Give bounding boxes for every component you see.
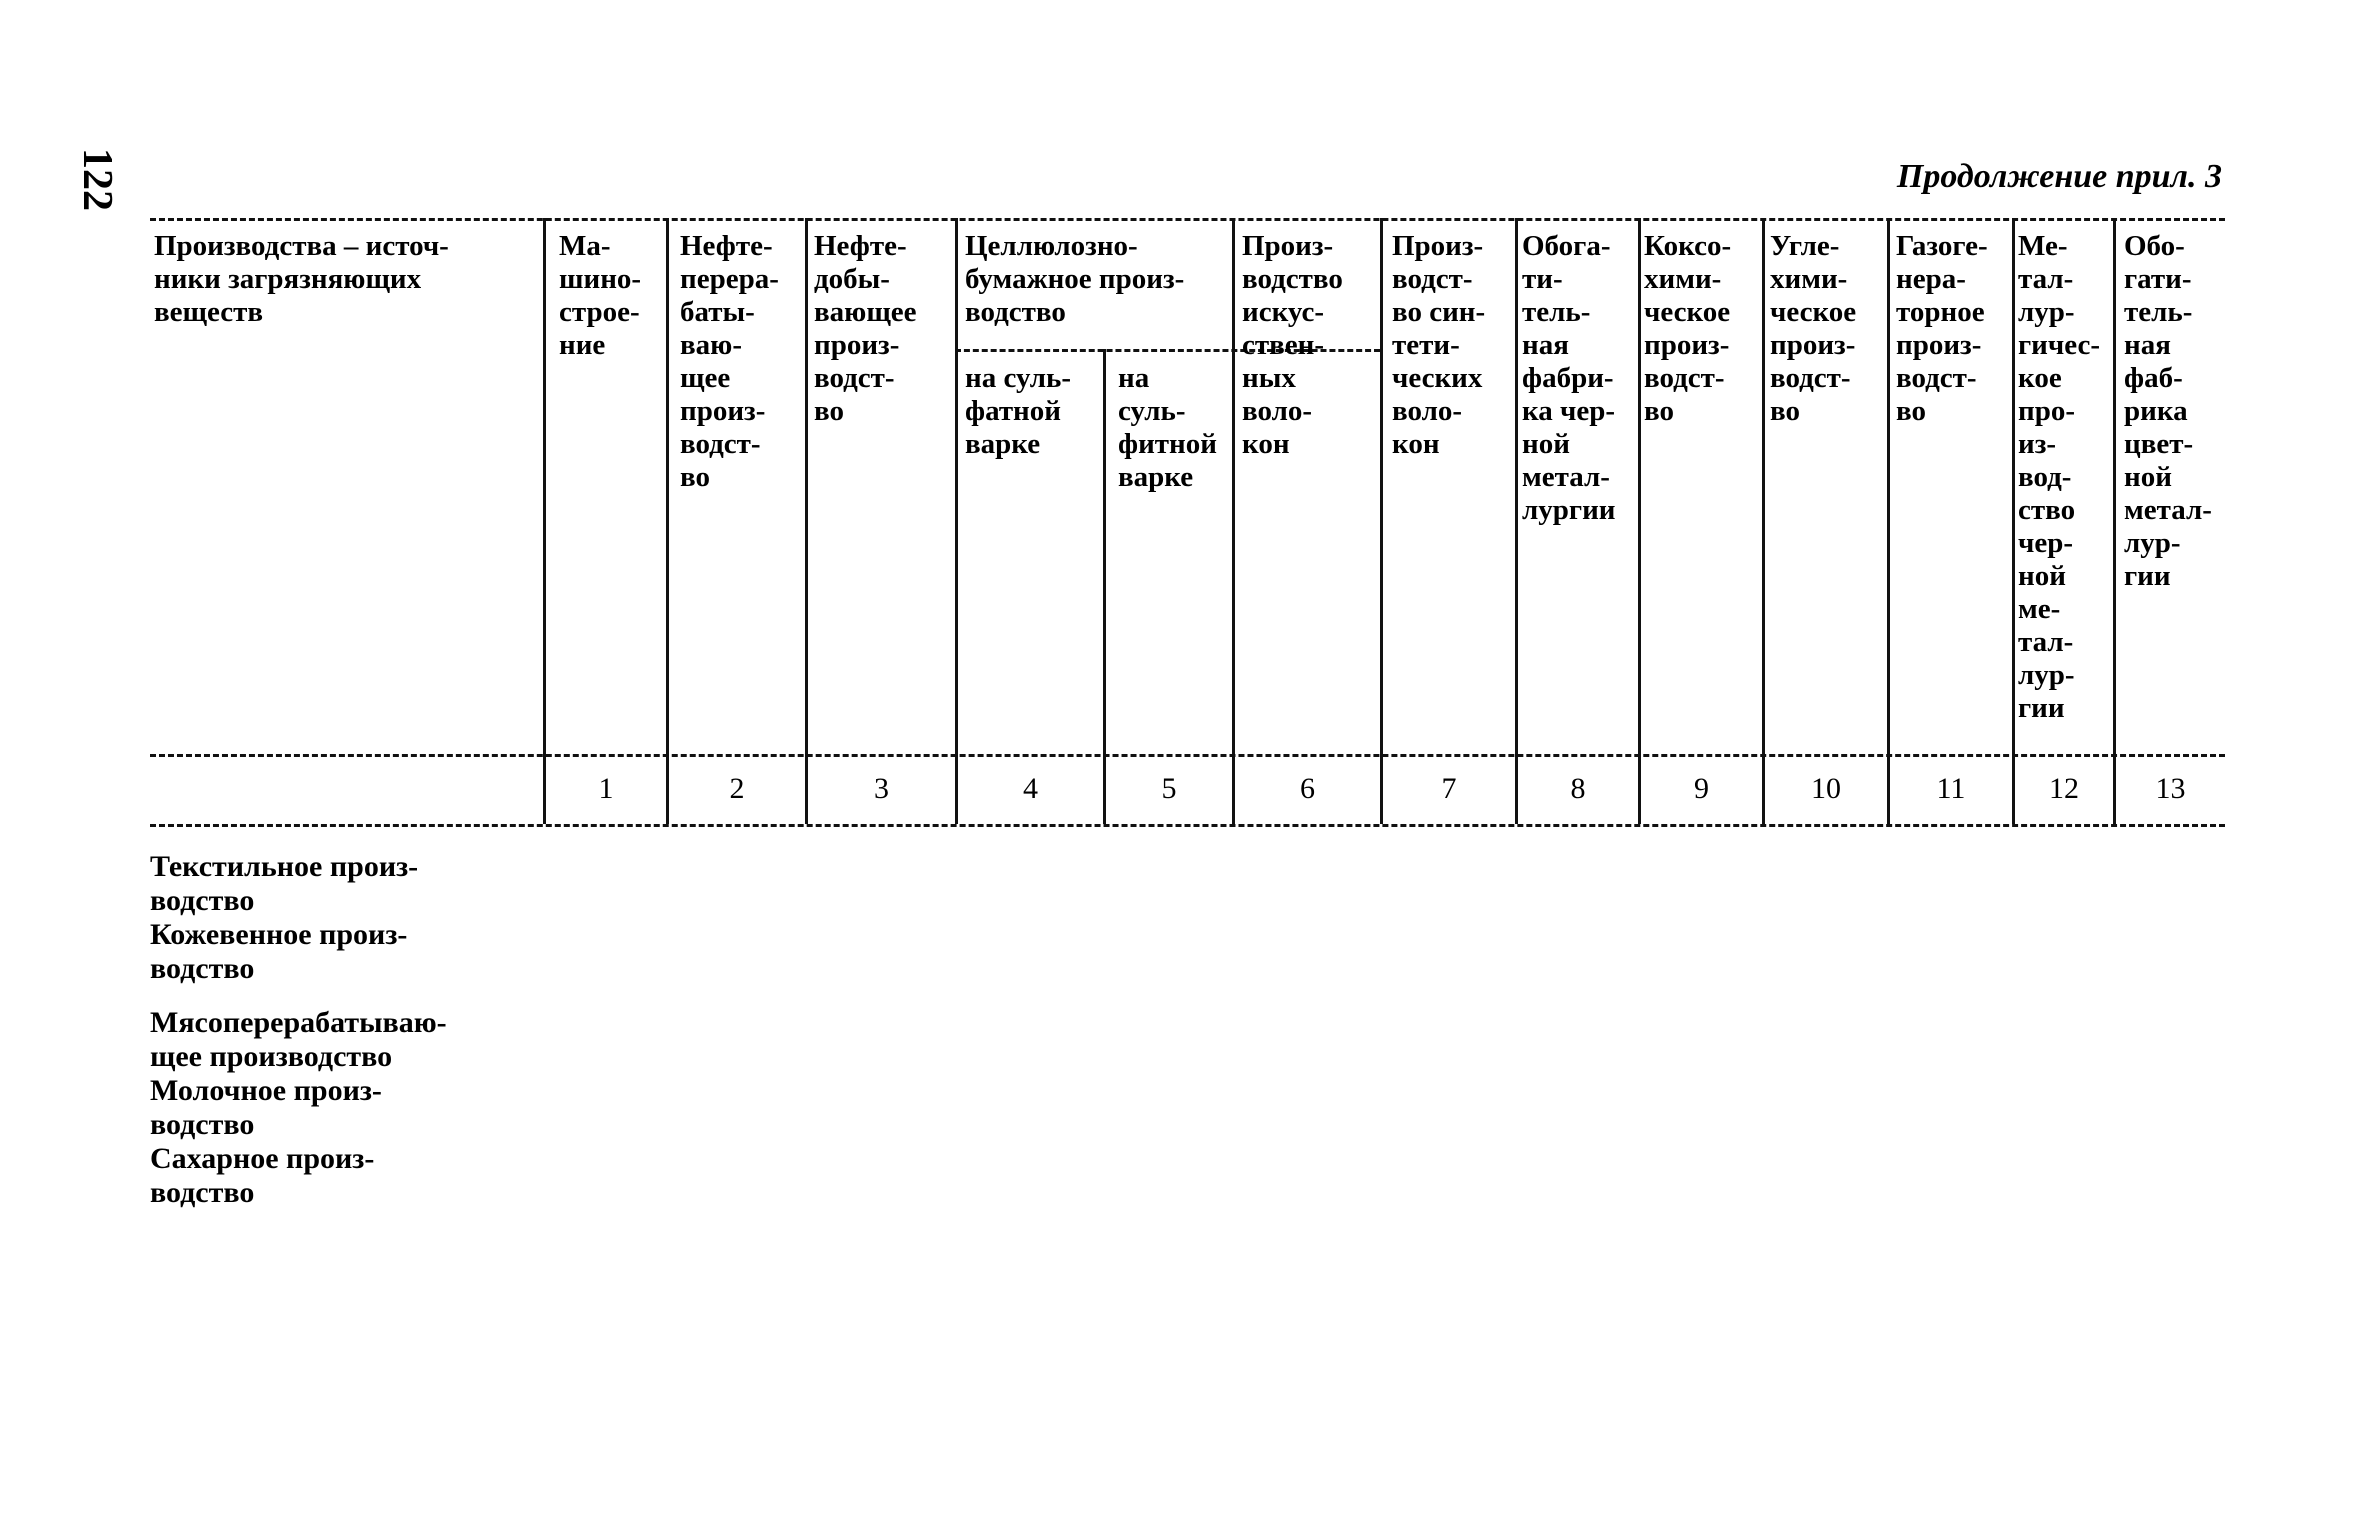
pollutant-sources-table xyxy=(150,212,2225,837)
column-rule xyxy=(955,218,958,824)
column-number-7: 7 xyxy=(1441,772,1457,805)
column-header-4: на суль- фатной варке xyxy=(965,362,1071,460)
column-header-9: Коксо- хими- ческое произ- водст- во xyxy=(1644,230,1732,427)
column-rule xyxy=(2113,218,2116,824)
column-rule xyxy=(2012,218,2015,824)
column-rule xyxy=(805,218,808,824)
column-number-13: 13 xyxy=(2155,772,2186,805)
row-labels xyxy=(150,850,447,1210)
column-number-5: 5 xyxy=(1161,772,1177,805)
column-number-6: 6 xyxy=(1300,772,1315,805)
column-header-1: Ма- шино- строе- ние xyxy=(559,230,642,361)
column-number-9: 9 xyxy=(1694,772,1709,805)
column-header-13: Обо- гати- тель- ная фаб- рика цвет- ной метал- лур- гии xyxy=(2124,230,2212,592)
continuation-label: Продолжение прил. 3 xyxy=(1896,158,2222,195)
column-header-5: на суль- фитной варке xyxy=(1118,362,1217,493)
row-label-dairy: Молочное произ- водство xyxy=(150,1074,382,1141)
corner-header: Производства – источ- ники загрязняющих веществ xyxy=(154,230,449,328)
column-header-10: Угле- хими- ческое произ- водст- во xyxy=(1770,230,1857,427)
row-label-leather: Кожевенное произ- водство xyxy=(150,918,408,985)
header-bottom-rule xyxy=(150,754,2225,757)
column-number-11: 11 xyxy=(1936,772,1966,805)
column-header-2: Нефте- перера- баты- ваю- щее произ- водст- во xyxy=(680,230,779,493)
column-number-1: 1 xyxy=(598,772,614,805)
page-number: 122 xyxy=(74,148,120,211)
group-header-pulp-paper: Целлюлозно- бумажное произ- водство xyxy=(965,230,1185,328)
column-rule xyxy=(1232,218,1235,824)
row-label-textile: Текстильное произ- водство xyxy=(150,850,419,917)
column-rule xyxy=(1638,218,1641,824)
column-header-12: Ме- тал- лур- гичес- кое про- из- вод- ство чер- ной ме- тал- лур- гии xyxy=(2018,230,2100,724)
column-number-2: 2 xyxy=(729,772,745,805)
column-number-12: 12 xyxy=(2049,772,2079,805)
column-rule xyxy=(1515,218,1518,824)
column-number-3: 3 xyxy=(874,772,889,805)
column-rule xyxy=(1103,349,1106,824)
column-header-7: Произ- водст- во син- тети- ческих воло- кон xyxy=(1392,230,1486,460)
column-rule xyxy=(1887,218,1890,824)
column-number-10: 10 xyxy=(1811,772,1841,805)
row-label-sugar: Сахарное произ- водство xyxy=(150,1142,375,1209)
column-rule xyxy=(1380,218,1383,824)
column-header-8: Обога- ти- тель- ная фабри- ка чер- ной метал- лургии xyxy=(1522,230,1616,526)
column-rule xyxy=(1762,218,1765,824)
column-header-11: Газоге- нера- торное произ- водст- во xyxy=(1896,230,1988,427)
column-number-4: 4 xyxy=(1023,772,1038,805)
column-number-8: 8 xyxy=(1570,772,1586,805)
column-rule xyxy=(666,218,669,824)
column-header-6: Произ- водство искус- ствен- ных воло- кон xyxy=(1242,230,1343,460)
column-rule xyxy=(543,218,546,824)
table-top-rule xyxy=(150,218,2225,221)
numbers-bottom-rule xyxy=(150,824,2225,827)
column-header-3: Нефте- добы- вающее произ- водст- во xyxy=(814,230,917,427)
row-label-meat: Мясоперерабатываю- щее производство xyxy=(150,1006,447,1073)
